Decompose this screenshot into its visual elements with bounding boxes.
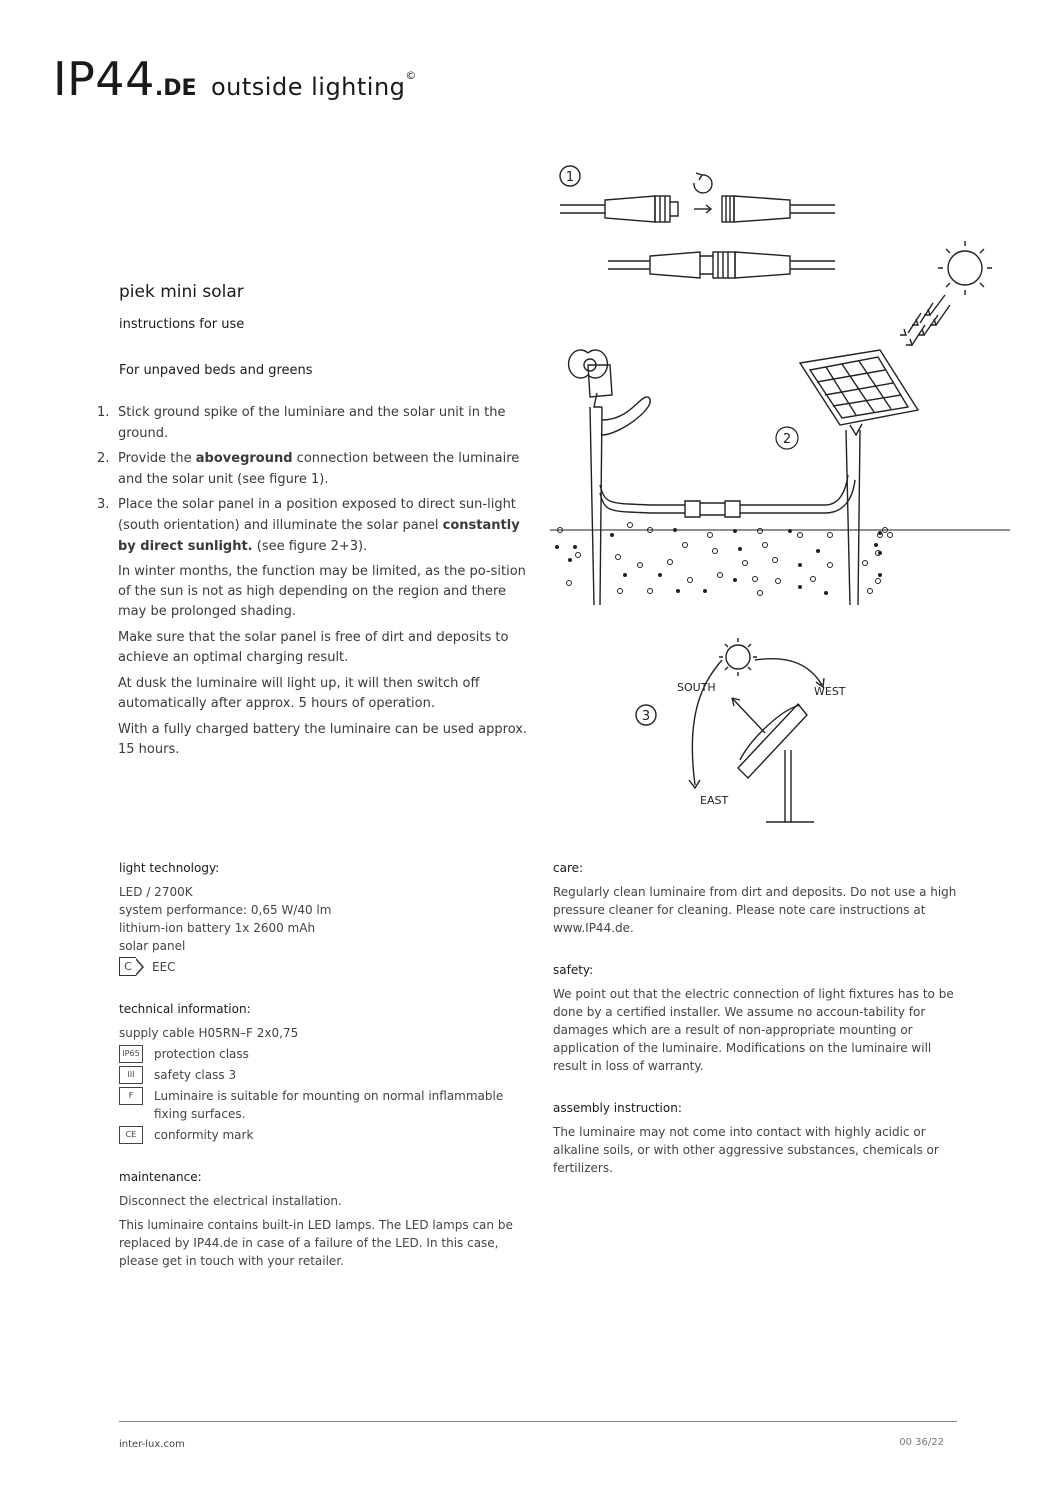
- care: [553, 859, 963, 937]
- west-label: WEST: [814, 685, 846, 698]
- assembly-instruction: [553, 1099, 963, 1177]
- safety: [553, 961, 963, 1075]
- product-subtitle: instructions for use: [119, 317, 245, 332]
- figure-number: 3: [641, 709, 651, 724]
- conformity-row: CE conformity mark: [119, 1126, 529, 1144]
- sun-icon: [948, 251, 982, 285]
- spec-line: LED / 2700K: [119, 885, 193, 899]
- energy-label: EEC: [152, 959, 176, 974]
- maintenance: [119, 1168, 529, 1270]
- body-text: The luminaire may not come into contact with highly acidic or alkaline soils, or with other aggressive substances, chemicals or fertilizers.: [553, 1125, 939, 1175]
- right-spec-column: [553, 859, 963, 1201]
- spec-line: solar panel: [119, 939, 186, 953]
- section-title: assembly instruction:: [553, 1101, 682, 1115]
- safety-class-icon: III: [119, 1066, 143, 1084]
- body-text: Regularly clean luminaire from dirt and deposits. Do not use a high pressure cleaner for cleaning. Please note care instructions at www.IP44.de.: [553, 885, 957, 935]
- east-label: EAST: [700, 794, 729, 807]
- south-label: SOUTH: [677, 681, 716, 694]
- spec-line: system performance: 0,65 W/40 lm: [119, 903, 332, 917]
- energy-arrow-icon: [136, 958, 144, 976]
- footer-code: 00 36/22: [899, 1437, 944, 1448]
- footer-website: inter-lux.com: [119, 1439, 185, 1450]
- step-1: [97, 402, 525, 444]
- emphasis: constantly by direct sunlight.: [118, 518, 520, 554]
- step-2: [97, 448, 525, 490]
- figure-3-orientation: [630, 630, 870, 830]
- note-paragraph: Make sure that the solar panel is free of dirt and deposits to achieve an optimal charging result.: [118, 630, 509, 665]
- body-text: We point out that the electric connection of light fixtures has to be done by a certified installer. We assume no accoun-tability for damages which are a result of non-appropriate mounting or application of the luminaire. Modifications on the luminaire will result in loss of warranty.: [553, 987, 954, 1073]
- ip-rating-icon: IP65: [119, 1045, 143, 1063]
- energy-class-badge: [119, 957, 176, 976]
- step-number: 2.: [97, 451, 110, 466]
- step-text: Stick ground spike of the luminiare and the solar unit in the ground.: [118, 405, 506, 441]
- section-title: technical information:: [119, 1002, 251, 1016]
- step-3: [97, 494, 525, 557]
- copyright-mark: ©: [405, 69, 417, 82]
- step-text: Place the solar panel in a position exposed to direct sun-light (south orientation) and illuminate the solar panel constantly by direct sunlight. (see figure 2+3).: [118, 497, 520, 554]
- note-paragraph: With a fully charged battery the luminaire can be used approx. 15 hours.: [118, 722, 528, 757]
- note-paragraph: At dusk the luminaire will light up, it will then switch off automatically after approx. 5 hours of operation.: [118, 676, 480, 711]
- left-spec-column: [119, 859, 529, 1294]
- light-technology: [119, 859, 529, 976]
- instruction-steps: [97, 402, 525, 561]
- protection-class-row: IP65 protection class: [119, 1045, 529, 1063]
- step-number: 3.: [97, 497, 110, 512]
- section-title: maintenance:: [119, 1170, 202, 1184]
- note-paragraph: In winter months, the function may be limited, as the po-sition of the sun is not as high depending on the region and there may be prolonged shading.: [118, 564, 526, 619]
- step-number: 1.: [97, 405, 110, 420]
- spec-line: Disconnect the electrical installation.: [119, 1194, 342, 1208]
- figure-2-installation: [550, 235, 1010, 615]
- spec-line: supply cable H05RN–F 2x0,75: [119, 1026, 299, 1040]
- spec-line: This luminaire contains built-in LED lamps. The LED lamps can be replaced by IP44.de in case of a failure of the LED. In this case, please get in touch with your retailer.: [119, 1218, 513, 1268]
- brand-suffix: .DE: [154, 76, 197, 101]
- section-heading: For unpaved beds and greens: [119, 363, 313, 378]
- figure-number: 2: [782, 432, 792, 447]
- sun-icon: [726, 645, 750, 669]
- footer-divider: [119, 1421, 957, 1422]
- emphasis: aboveground: [195, 451, 293, 466]
- mounting-surface-row: F Luminaire is suitable for mounting on normal inflammable fixing surfaces.: [119, 1087, 529, 1123]
- brand-name: IP44: [53, 52, 155, 106]
- brand-tagline: outside lighting: [211, 73, 406, 101]
- notes: [118, 562, 528, 766]
- step-text: Provide the aboveground connection between the luminaire and the solar unit (see figure 1).: [118, 451, 520, 487]
- technical-information: [119, 1000, 529, 1144]
- ce-mark-icon: CE: [119, 1126, 143, 1144]
- section-title: care:: [553, 861, 584, 875]
- safety-class-row: III safety class 3: [119, 1066, 529, 1084]
- section-title: light technology:: [119, 861, 220, 875]
- brand-logo: [53, 52, 417, 106]
- flammable-surface-icon: F: [119, 1087, 143, 1105]
- figure-number: 1: [565, 170, 575, 185]
- section-title: safety:: [553, 963, 594, 977]
- product-title: piek mini solar: [119, 282, 244, 302]
- spec-line: lithium-ion battery 1x 2600 mAh: [119, 921, 316, 935]
- energy-class: C: [119, 957, 136, 976]
